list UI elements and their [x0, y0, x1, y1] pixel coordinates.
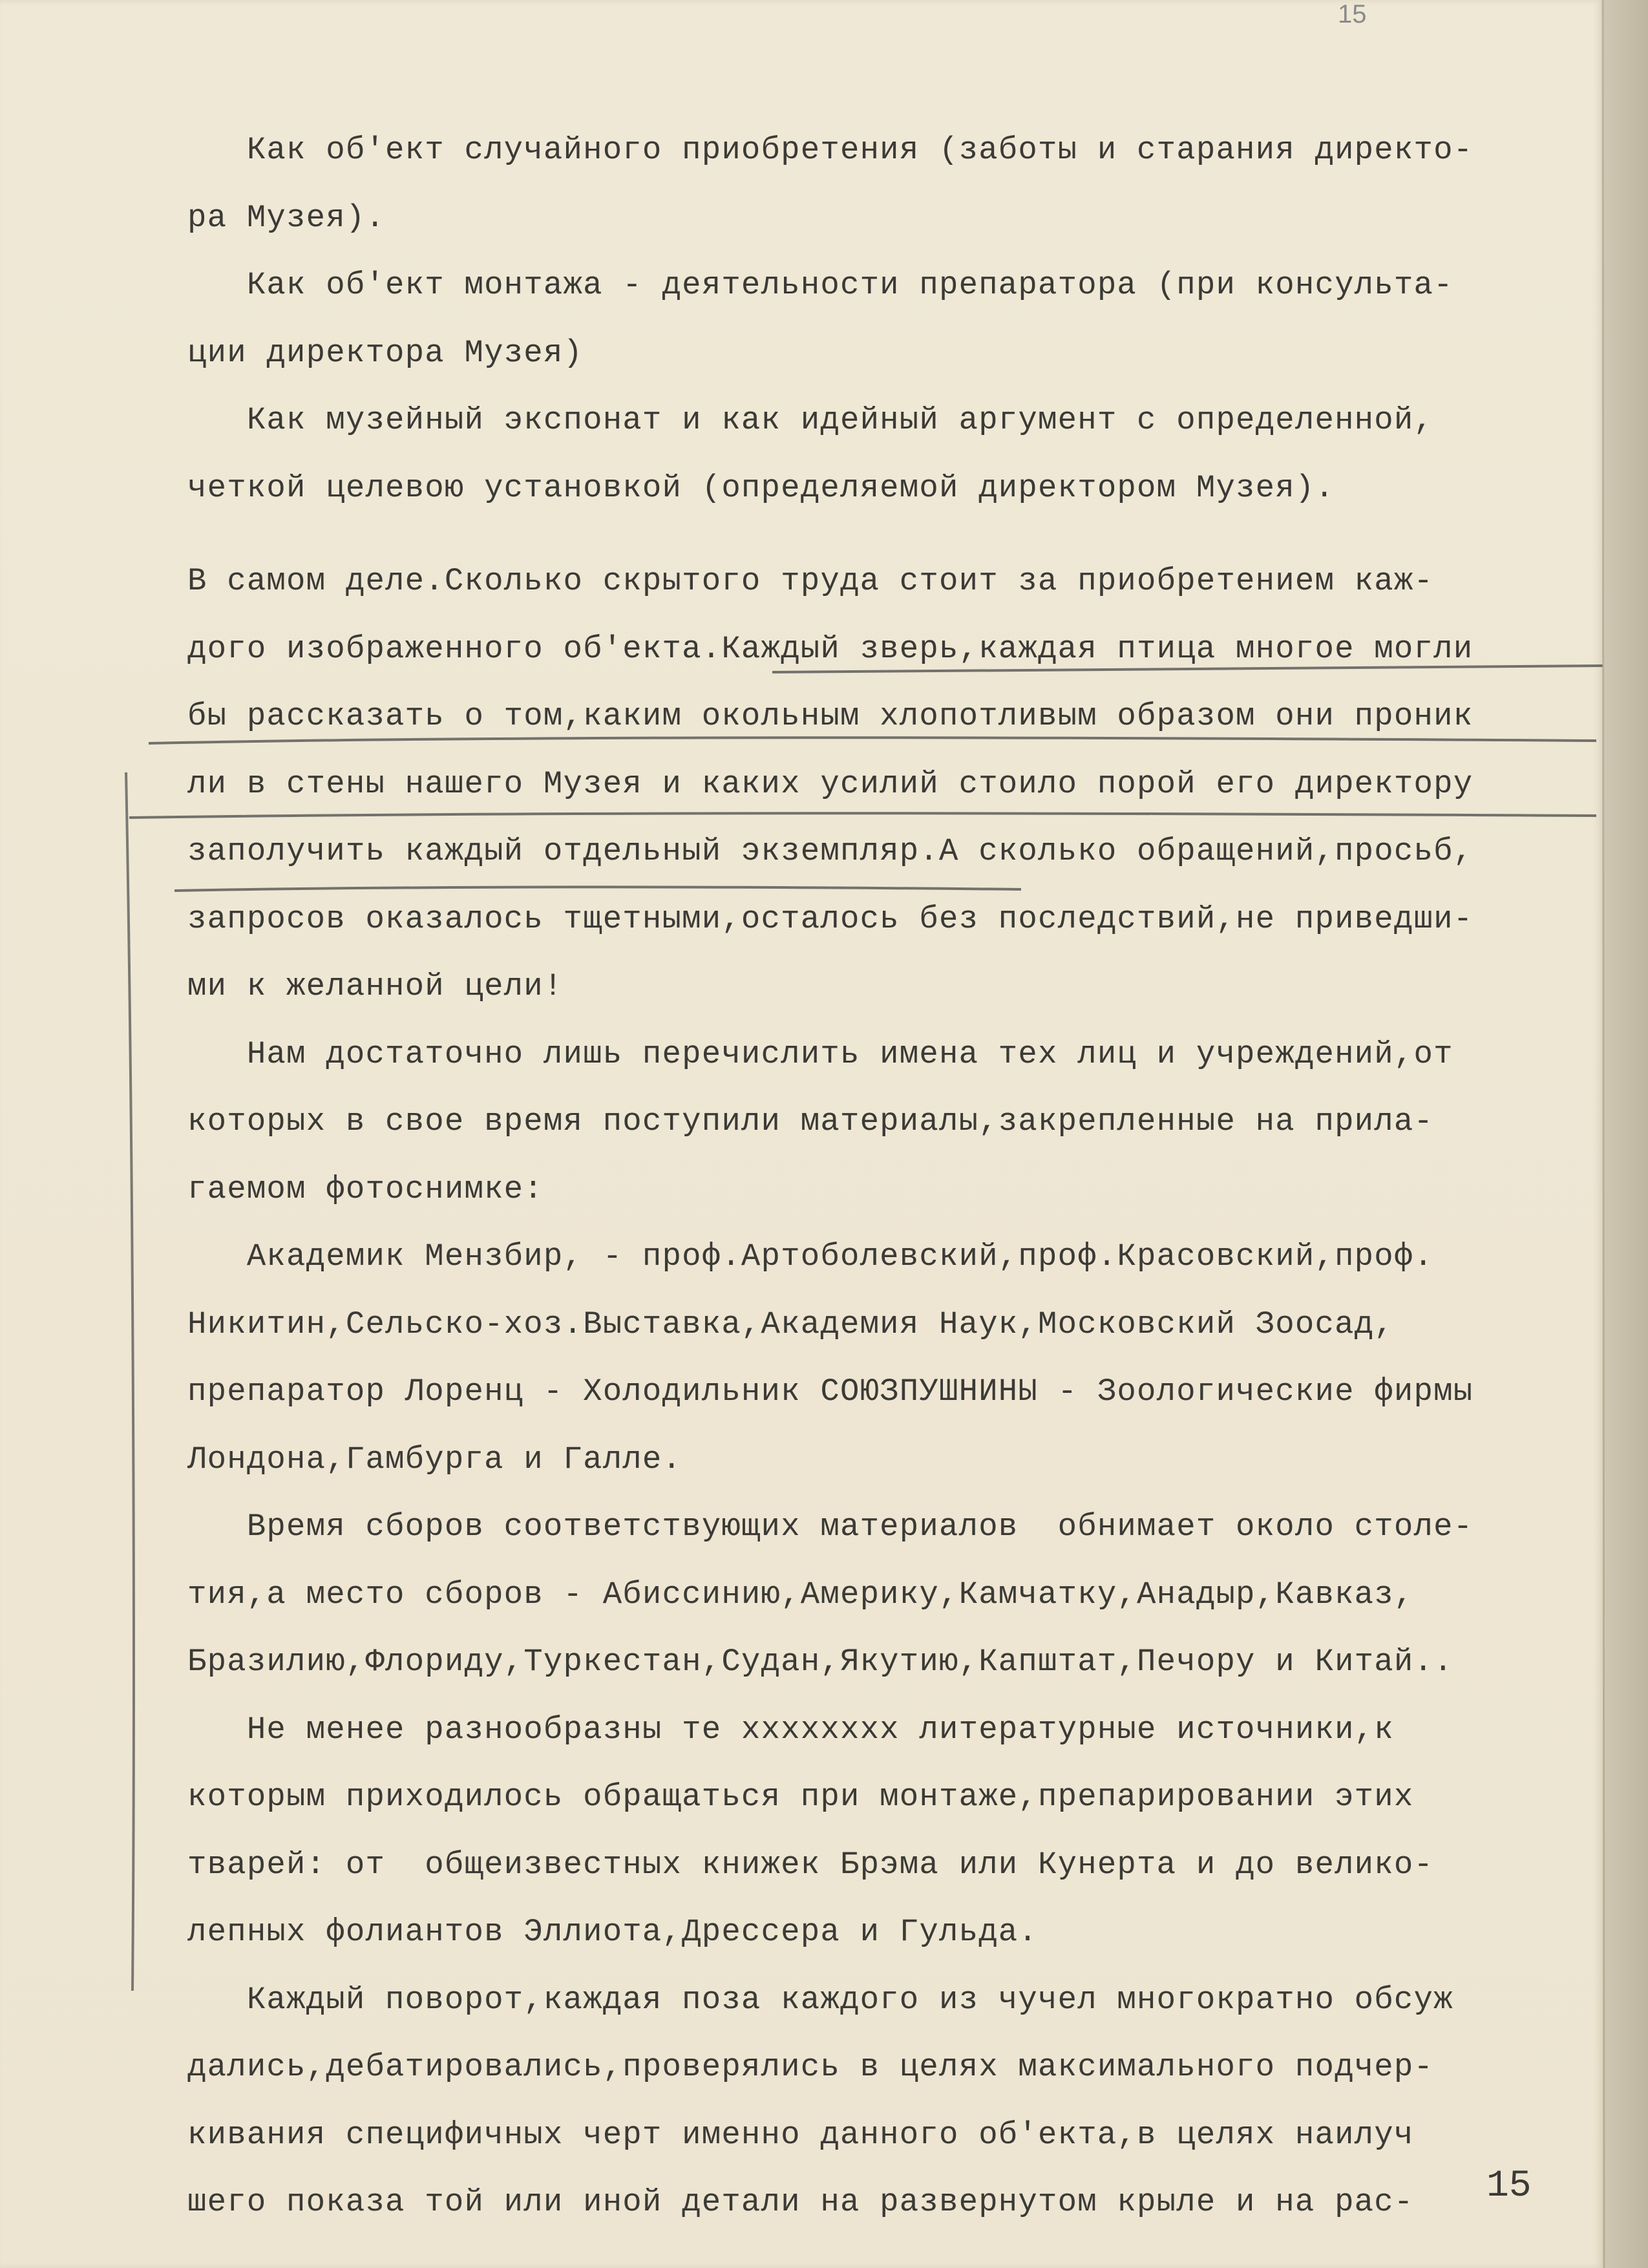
text-line: тия,а место сборов - Абиссинию,Америку,Камчатку,Анадыр,Кавказ,: [187, 1576, 1414, 1613]
text-line: запросов оказалось тщетными,осталось без последствий,не приведши-: [187, 900, 1474, 937]
page-number: 15: [1486, 2165, 1532, 2207]
text-line: ли в стены нашего Музея и каких усилий стоило порой его директору: [187, 765, 1474, 802]
text-line: Бразилию,Флориду,Туркестан,Судан,Якутию,Капштат,Печору и Китай..: [187, 1644, 1453, 1680]
text-line: Не менее разнообразны те xxxxxxxx литературные источники,к: [187, 1711, 1394, 1748]
top-page-mark: 15: [1338, 0, 1367, 28]
text-line: Как музейный экспонат и как идейный аргумент с определенной,: [187, 402, 1434, 438]
text-line: лепных фолиантов Эллиота,Дрессера и Гульда.: [187, 1914, 1039, 1950]
text-line: которых в свое время поступили материалы,закрепленные на прила-: [187, 1103, 1434, 1139]
text-line: Как об'ект монтажа - деятельности препаратора (при консульта-: [187, 267, 1453, 303]
text-line: дого изображенного об'екта.Каждый зверь,каждая птица многое могли: [187, 630, 1474, 667]
text-line: дались,дебатировались,проверялись в целях максимального подчер-: [187, 2049, 1434, 2085]
text-line: гаемом фотоснимке:: [187, 1171, 544, 1207]
text-line: четкой целевою установкой (определяемой директором Музея).: [187, 469, 1335, 506]
text-line: тварей: от общеизвестных книжек Брэма или Кунерта и до велико-: [187, 1846, 1434, 1883]
text-line: Время сборов соответствующих материалов обнимает около столе-: [187, 1509, 1474, 1545]
text-line: Нам достаточно лишь перечислить имена тех лиц и учреждений,от: [187, 1035, 1453, 1072]
page-edge: [1603, 0, 1648, 2268]
text-line: В самом деле.Сколько скрытого труда стоит за приобретением каж-: [187, 563, 1434, 599]
text-line: шего показа той или иной детали на развернутом крыле и на рас-: [187, 2184, 1414, 2220]
text-line: Никитин,Сельско-хоз.Выставка,Академия Наук,Московский Зоосад,: [187, 1306, 1394, 1342]
text-line: Каждый поворот,каждая поза каждого из чучел многократно обсуж: [187, 1981, 1453, 2018]
text-line: бы рассказать о том,каким окольным хлопотливым образом они проник: [187, 698, 1474, 734]
text-line: ра Музея).: [187, 199, 386, 236]
text-line: ми к желанной цели!: [187, 968, 564, 1004]
text-line: Как об'ект случайного приобретения (заботы и старания директо-: [187, 132, 1474, 168]
text-line: которым приходилось обращаться при монтаже,препарировании этих: [187, 1779, 1414, 1815]
text-line: ции директора Музея): [187, 334, 584, 371]
text-line: заполучить каждый отдельный экземпляр.А сколько обращений,просьб,: [187, 833, 1474, 869]
text-line: Лондона,Гамбурга и Галле.: [187, 1441, 682, 1478]
text-line: препаратор Лоренц - Холодильник СОЮЗПУШНИНЫ - Зоологические фирмы: [187, 1373, 1474, 1410]
typed-text-body: [187, 116, 1609, 2236]
text-line: кивания специфичных черт именно данного об'екта,в целях наилуч: [187, 2116, 1414, 2153]
text-line: Академик Мензбир, - проф.Артоболевский,проф.Красовский,проф.: [187, 1238, 1434, 1275]
